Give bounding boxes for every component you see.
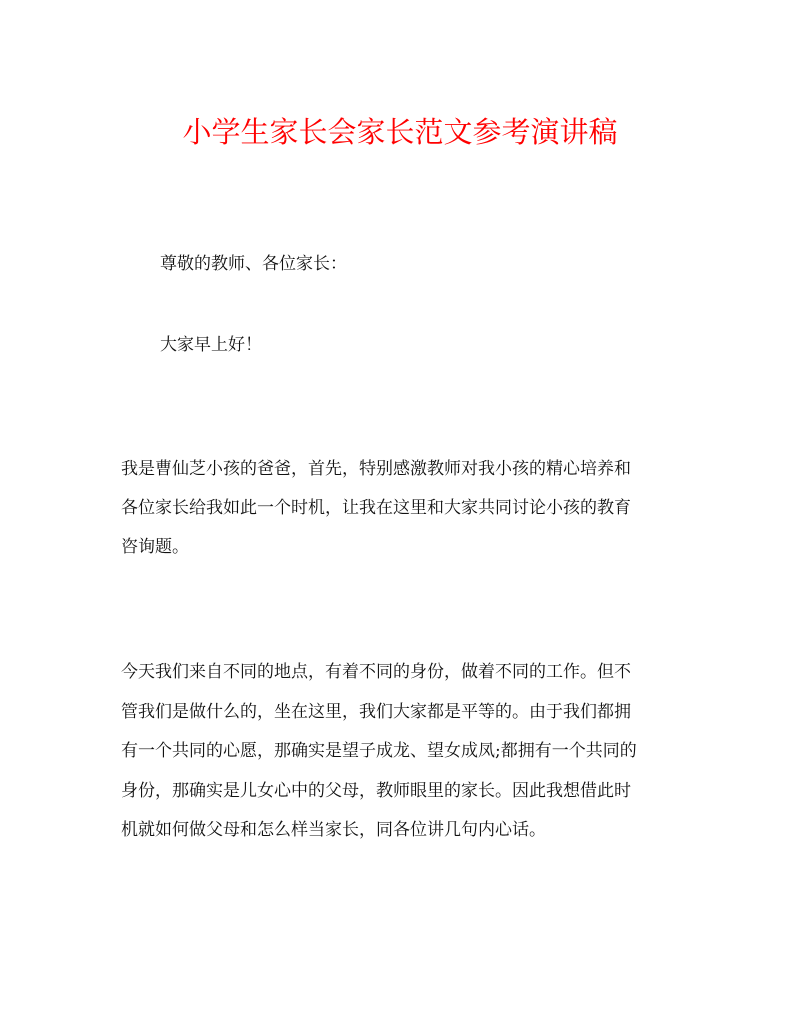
paragraph2-line3: 有一个共同的心愿，那确实是望子成龙、望女成凤;都拥有一个共同的 [121, 741, 637, 761]
morning-line: 大家早上好！ [160, 335, 262, 355]
paragraph2-line5: 机就如何做父母和怎么样当家长，同各位讲几句内心话。 [121, 820, 546, 840]
greeting-line: 尊敬的教师、各位家长： [160, 254, 347, 274]
paragraph1-line2: 各位家长给我如此一个时机，让我在这里和大家共同讨论小孩的教育 [121, 498, 631, 518]
paragraph1-line1: 我是曹仙芝小孩的爸爸，首先，特别感激教师对我小孩的精心培养和 [121, 459, 631, 479]
paragraph2-line1: 今天我们来自不同的地点，有着不同的身份，做着不同的工作。但不 [121, 662, 631, 682]
paragraph1-line3: 咨询题。 [121, 537, 189, 557]
paragraph2-line4: 身份，那确实是儿女心中的父母，教师眼里的家长。因此我想借此时 [121, 781, 631, 801]
paragraph2-line2: 管我们是做什么的，坐在这里，我们大家都是平等的。由于我们都拥 [121, 702, 631, 722]
document-title: 小学生家长会家长范文参考演讲稿 [182, 115, 618, 149]
